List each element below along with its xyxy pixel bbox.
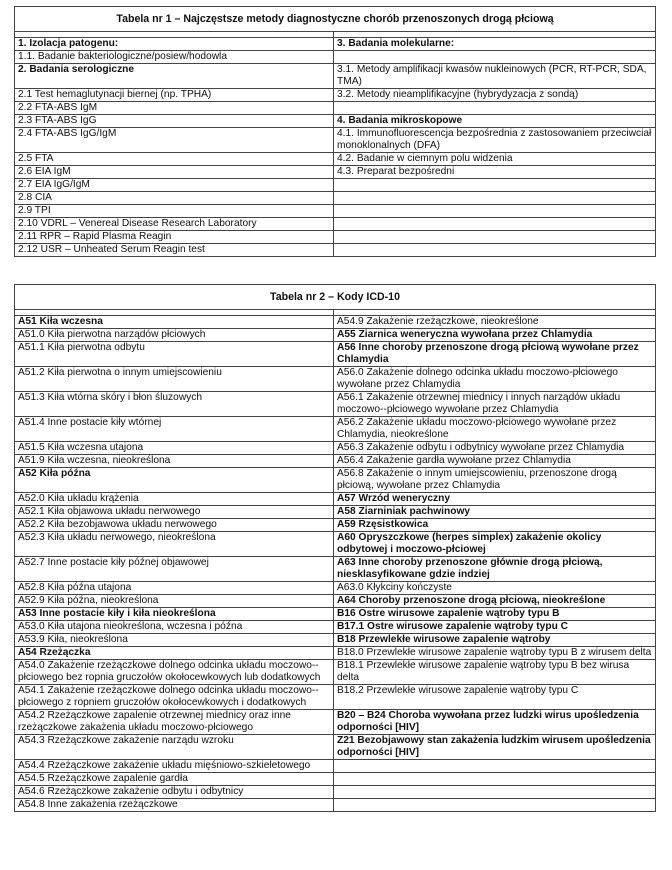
table-cell-right: 3.1. Metody amplifikacji kwasów nukleinowych (PCR, RT-PCR, SDA, TMA) <box>334 64 656 89</box>
table-cell-left: 2.12 USR – Unheated Serum Reagin test <box>15 244 334 257</box>
table-row <box>15 244 656 257</box>
table-row <box>15 493 656 506</box>
table-row <box>15 392 656 417</box>
table-cell-left: A53.9 Kiła, nieokreślona <box>15 634 334 647</box>
table-cell-right: A64 Choroby przenoszone drogą płciową, nieokreślone <box>334 595 656 608</box>
table-row <box>15 455 656 468</box>
table-cell-right <box>334 218 656 231</box>
table-cell-right: 4.3. Preparat bezpośredni <box>334 166 656 179</box>
table-row <box>15 595 656 608</box>
table-row <box>15 316 656 329</box>
table-cell-left: A54.6 Rzeżączkowe zakażenie odbytu i odbytnicy <box>15 786 334 799</box>
table-cell-left: 2.4 FTA-ABS IgG/IgM <box>15 128 334 153</box>
table-cell-right: 3. Badania molekularne: <box>334 38 656 51</box>
table-row <box>15 506 656 519</box>
table-cell-right: A56.1 Zakażenie otrzewnej miednicy i innych narządów układu moczowo--płciowego wywołane przez Chlamydia <box>334 392 656 417</box>
table-cell-left: 2.6 EIA IgM <box>15 166 334 179</box>
table-cell-right: A58 Ziarniniak pachwinowy <box>334 506 656 519</box>
table-cell-left: 2.1 Test hemaglutynacji biernej (np. TPHA) <box>15 89 334 102</box>
table-cell-right <box>334 760 656 773</box>
table2-body <box>15 310 656 812</box>
table-cell-right: A63 Inne choroby przenoszone głównie drogą płciową, niesklasyfikowane gdzie indziej <box>334 557 656 582</box>
table-cell-left: 2.5 FTA <box>15 153 334 166</box>
table-row <box>15 128 656 153</box>
table-cell-right: B18.2 Przewlekłe wirusowe zapalenie wątroby typu C <box>334 685 656 710</box>
table-cell-left: A52.7 Inne postacie kiły późnej objawowej <box>15 557 334 582</box>
table-cell-right <box>334 799 656 812</box>
table-row <box>15 218 656 231</box>
table-cell-left: A51.2 Kiła pierwotna o innym umiejscowieniu <box>15 367 334 392</box>
table-cell-left: A51.4 Inne postacie kiły wtórnej <box>15 417 334 442</box>
table-cell-right <box>334 179 656 192</box>
table-row <box>15 89 656 102</box>
table-cell-right: B18.1 Przewlekłe wirusowe zapalenie wątroby typu B bez wirusa delta <box>334 660 656 685</box>
table-cell-right <box>334 51 656 64</box>
table-cell-left: A54.0 Zakażenie rzeżączkowe dolnego odcinka układu moczowo--płciowego bez ropnia gruczołów okołocewkowych lub dodatkowych <box>15 660 334 685</box>
table-cell-right: A54.9 Zakażenie rzeżączkowe, nieokreślone <box>334 316 656 329</box>
table-cell-right: 4.1. Immunofluorescencja bezpośrednia z zastosowaniem przeciwciał monoklonalnych (DFA) <box>334 128 656 153</box>
table-cell-right <box>334 786 656 799</box>
table-cell-right: 4. Badania mikroskopowe <box>334 115 656 128</box>
table-cell-right: A60 Opryszczkowe (herpes simplex) zakażenie okolicy odbytowej i moczowo-płciowej <box>334 532 656 557</box>
table-row <box>15 621 656 634</box>
table-row <box>15 115 656 128</box>
table-row <box>15 799 656 812</box>
table-cell-right: A56.4 Zakażenie gardła wywołane przez Chlamydia <box>334 455 656 468</box>
table-cell-right: B18 Przewlekłe wirusowe zapalenie wątroby <box>334 634 656 647</box>
table1-title: Tabela nr 1 – Najczęstsze metody diagnostyczne chorób przenoszonych drogą płciową <box>15 7 656 32</box>
table-row <box>15 367 656 392</box>
table-cell-right <box>334 205 656 218</box>
table-cell-left: 2. Badania serologiczne <box>15 64 334 89</box>
table-cell-left: A52.2 Kiła bezobjawowa układu nerwowego <box>15 519 334 532</box>
table-cell-right: A56 Inne choroby przenoszone drogą płciową wywołane przez Chlamydia <box>334 342 656 367</box>
table-cell-left: 2.8 CIA <box>15 192 334 205</box>
table-cell-left: A54 Rzeżączka <box>15 647 334 660</box>
table-cell-left: 1.1. Badanie bakteriologiczne/posiew/hodowla <box>15 51 334 64</box>
table-row <box>15 519 656 532</box>
table-row <box>15 532 656 557</box>
diagnostic-methods-table <box>14 6 656 257</box>
table-cell-right <box>334 231 656 244</box>
table-cell-left: 1. Izolacja patogenu: <box>15 38 334 51</box>
table-cell-left: A53.0 Kiła utajona nieokreślona, wczesna i późna <box>15 621 334 634</box>
table-row <box>15 608 656 621</box>
table-cell-left: 2.10 VDRL – Venereal Disease Research Laboratory <box>15 218 334 231</box>
table-cell-left: 2.2 FTA-ABS IgM <box>15 102 334 115</box>
table-cell-right <box>334 773 656 786</box>
table-cell-left: A52.3 Kiła układu nerwowego, nieokreślona <box>15 532 334 557</box>
table2-title: Tabela nr 2 – Kody ICD-10 <box>15 285 656 310</box>
table-row <box>15 64 656 89</box>
table-row <box>15 51 656 64</box>
table-row <box>15 153 656 166</box>
table-cell-right: Z21 Bezobjawowy stan zakażenia ludzkim wirusem upośledzenia odporności [HIV] <box>334 735 656 760</box>
table-cell-left: A52.1 Kiła objawowa układu nerwowego <box>15 506 334 519</box>
table-cell-left: A54.1 Zakażenie rzeżączkowe dolnego odcinka układu moczowo--płciowego z ropniem gruczołów okołocewkowych i dodatkowych <box>15 685 334 710</box>
table-cell-left: A52.9 Kiła późna, nieokreślona <box>15 595 334 608</box>
table-cell-right: 3.2. Metody nieamplifikacyjne (hybrydyzacja z sondą) <box>334 89 656 102</box>
table-row <box>15 582 656 595</box>
table-cell-left: 2.9 TPI <box>15 205 334 218</box>
table-cell-right: A56.3 Zakażenie odbytu i odbytnicy wywołane przez Chlamydia <box>334 442 656 455</box>
table-row <box>15 192 656 205</box>
table-row <box>15 735 656 760</box>
table-cell-right: A56.2 Zakażenie układu moczowo-płciowego wywołane przez Chlamydia, nieokreślone <box>334 417 656 442</box>
table1-body <box>15 32 656 257</box>
table-row <box>15 468 656 493</box>
table-cell-right: B17.1 Ostre wirusowe zapalenie wątroby typu C <box>334 621 656 634</box>
table-cell-left: A51.1 Kiła pierwotna odbytu <box>15 342 334 367</box>
table-cell-right: 4.2. Badanie w ciemnym polu widzenia <box>334 153 656 166</box>
table-row <box>15 342 656 367</box>
table-cell-right <box>334 244 656 257</box>
table-row <box>15 231 656 244</box>
table-row <box>15 647 656 660</box>
table-row <box>15 760 656 773</box>
table-cell-left: A52.0 Kiła układu krążenia <box>15 493 334 506</box>
table-cell-left: A51.9 Kiła wczesna, nieokreślona <box>15 455 334 468</box>
table-cell-left: A54.5 Rzeżączkowe zapalenie gardła <box>15 773 334 786</box>
table-cell-left: A54.8 Inne zakażenia rzeżączkowe <box>15 799 334 812</box>
table-cell-left: 2.7 EIA IgG/IgM <box>15 179 334 192</box>
table-cell-left: A52.8 Kiła późna utajona <box>15 582 334 595</box>
table-cell-right: A57 Wrzód weneryczny <box>334 493 656 506</box>
table-cell-left: A52 Kiła późna <box>15 468 334 493</box>
table-cell-left: A54.2 Rzeżączkowe zapalenie otrzewnej miednicy oraz inne rzeżączkowe zakażenia układu moczowo-płciowego <box>15 710 334 735</box>
table-cell-left: A53 Inne postacie kiły i kiła nieokreślona <box>15 608 334 621</box>
table-cell-right: A55 Ziarnica weneryczna wywołana przez Chlamydia <box>334 329 656 342</box>
table-row <box>15 685 656 710</box>
table-row <box>15 329 656 342</box>
table-row <box>15 38 656 51</box>
table-row <box>15 205 656 218</box>
table-row <box>15 442 656 455</box>
table-row <box>15 634 656 647</box>
table-cell-left: A54.4 Rzeżączkowe zakażenie układu mięśniowo-szkieletowego <box>15 760 334 773</box>
table-row <box>15 166 656 179</box>
table-row <box>15 102 656 115</box>
table-cell-right: A59 Rzęsistkowica <box>334 519 656 532</box>
table-cell-right: B18.0 Przewlekłe wirusowe zapalenie wątroby typu B z wirusem delta <box>334 647 656 660</box>
table-row <box>15 710 656 735</box>
table-cell-left: A51.0 Kiła pierwotna narządów płciowych <box>15 329 334 342</box>
table-cell-right <box>334 102 656 115</box>
table-row <box>15 179 656 192</box>
table-cell-left: A51.3 Kiła wtórna skóry i błon śluzowych <box>15 392 334 417</box>
table-row <box>15 557 656 582</box>
table-cell-right <box>334 192 656 205</box>
table-row <box>15 786 656 799</box>
table-cell-right: B16 Ostre wirusowe zapalenie wątroby typu B <box>334 608 656 621</box>
table-cell-right: A56.0 Zakażenie dolnego odcinka układu moczowo-płciowego wywołane przez Chlamydia <box>334 367 656 392</box>
table-cell-left: A51 Kiła wczesna <box>15 316 334 329</box>
table-cell-left: A54.3 Rzeżączkowe zakażenie narządu wzroku <box>15 735 334 760</box>
table-cell-left: 2.3 FTA-ABS IgG <box>15 115 334 128</box>
table-cell-right: A63.0 Kłykciny kończyste <box>334 582 656 595</box>
table-row <box>15 773 656 786</box>
table-cell-left: 2.11 RPR – Rapid Plasma Reagin <box>15 231 334 244</box>
icd10-codes-table <box>14 284 656 812</box>
table-cell-right: A56.8 Zakażenie o innym umiejscowieniu, przenoszone drogą płciową, wywołane przez Chlamydia <box>334 468 656 493</box>
table-cell-left: A51.5 Kiła wczesna utajona <box>15 442 334 455</box>
table-cell-right: B20 – B24 Choroba wywołana przez ludzki wirus upośledzenia odporności [HIV] <box>334 710 656 735</box>
table-row <box>15 660 656 685</box>
table-row <box>15 417 656 442</box>
